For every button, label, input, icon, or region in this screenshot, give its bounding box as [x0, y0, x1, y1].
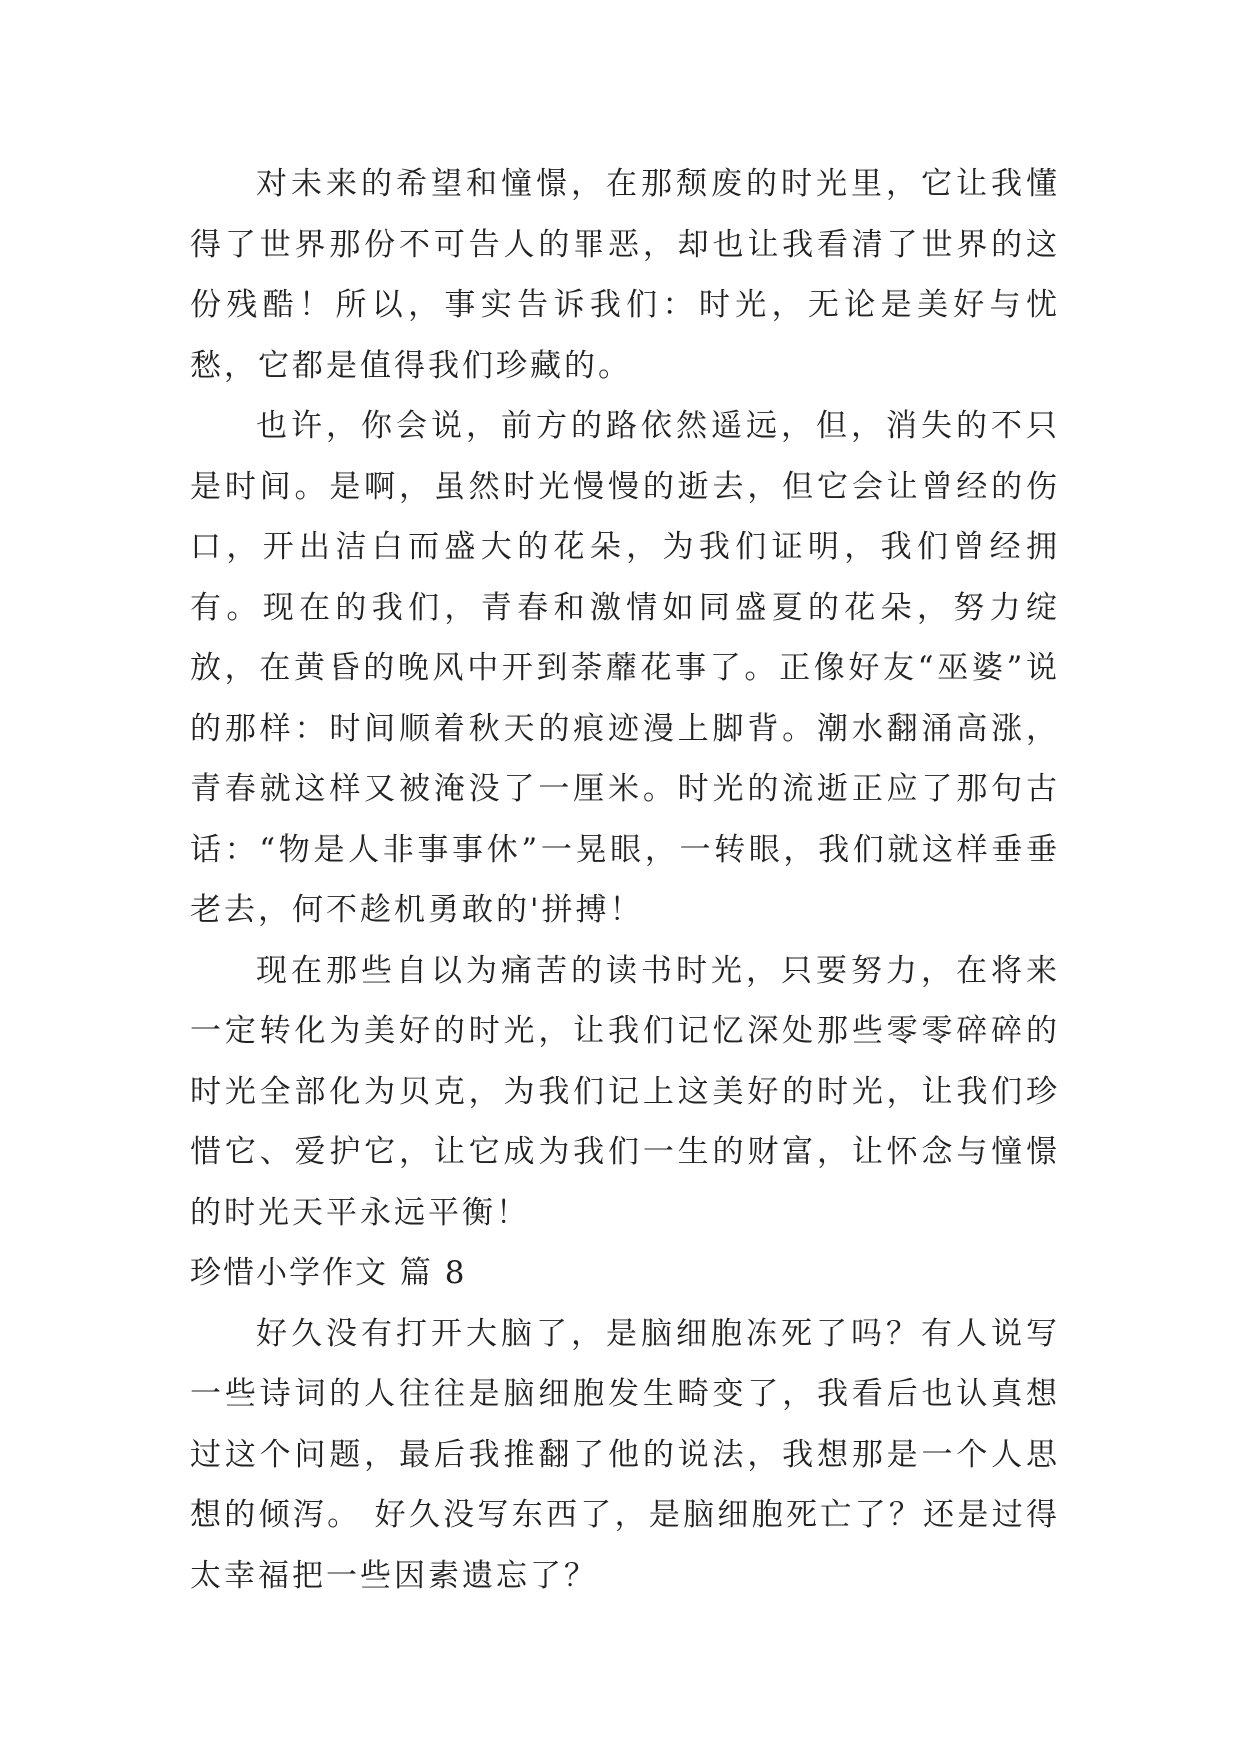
paragraph-1: 对未来的希望和憧憬，在那颓废的时光里，它让我懂得了世界那份不可告人的罪恶，却也让我看清了世界的这份残酷！所以，事实告诉我们：时光，无论是美好与忧愁，它都是值得我们珍藏的。 [190, 166, 1060, 384]
paragraph-4: 好久没有打开大脑了，是脑细胞冻死了吗？有人说写一些诗词的人往往是脑细胞发生畸变了，我看后也认真想过这个问题，最后我推翻了他的说法，我想那是一个人思想的倾泻。 好久没写东西了，是脑细胞死亡了？还是过得太幸福把一些因素遗忘了？ [190, 1315, 1060, 1594]
paragraph-2: 也许，你会说，前方的路依然遥远，但，消失的不只是时间。是啊，虽然时光慢慢的逝去，但它会让曾经的伤口，开出洁白而盛大的花朵，为我们证明，我们曾经拥有。现在的我们，青春和激情如同盛夏的花朵，努力绽放，在黄昏的晚风中开到荼蘼花事了。正像好友“巫婆”说的那样：时间顺着秋天的痕迹漫上脚背。潮水翻涌高涨，青春就这样又被淹没了一厘米。时光的流逝正应了那句古话：“物是人非事事休”一晃眼，一转眼，我们就这样垂垂老去，何不趁机勇敢的'拼搏！ [190, 408, 1060, 928]
section-heading: 珍惜小学作文 篇 8 [190, 1255, 467, 1291]
paragraph-3: 现在那些自以为痛苦的读书时光，只要努力，在将来一定转化为美好的时光，让我们记忆深处那些零零碎碎的时光全部化为贝克，为我们记上这美好的时光，让我们珍惜它、爱护它，让它成为我们一生的财富，让怀念与憧憬的时光天平永远平衡！ [190, 952, 1060, 1231]
document-body [190, 154, 1060, 1606]
